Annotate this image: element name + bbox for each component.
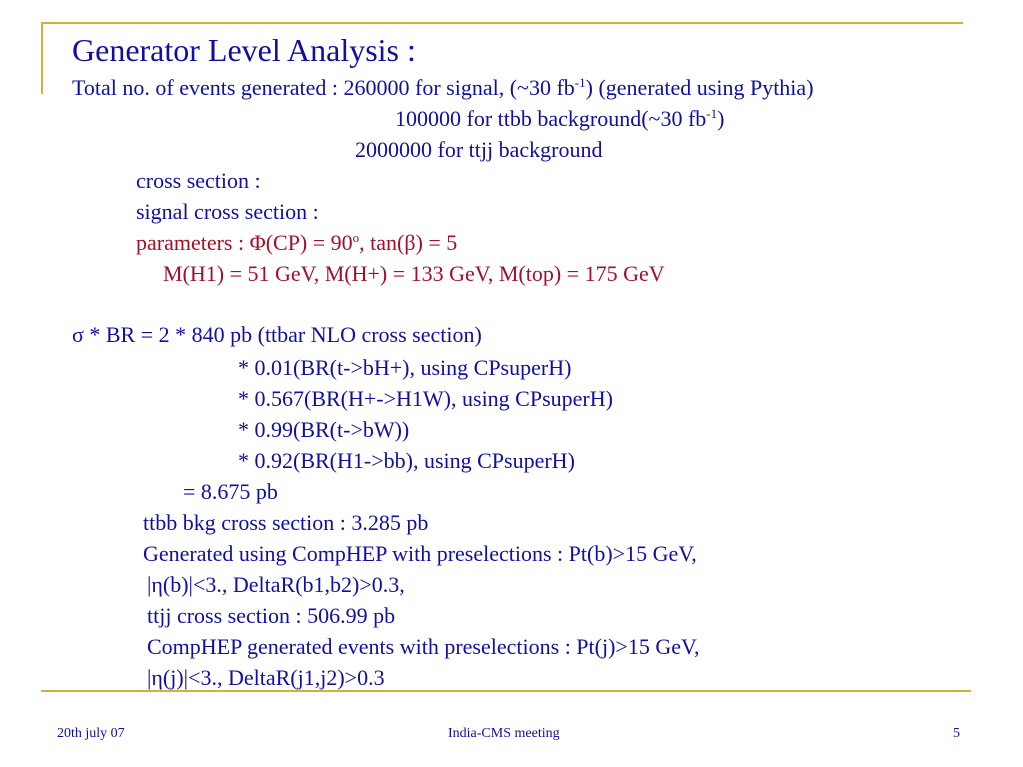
sigma-br-line-4: * 0.99(BR(t->bW)): [238, 417, 410, 442]
ttjj-line-1: ttjj cross section : 506.99 pb: [147, 603, 396, 628]
parameters-line: parameters : $\Phi(CP) = 90^o$, tan(β) = 5: [136, 230, 458, 255]
cross-section-label: cross section :: [136, 168, 261, 193]
ttbb-line-2: Generated using CompHEP with preselections : Pt(b)>15 GeV,: [143, 541, 697, 566]
footer-title: India-CMS meeting: [448, 726, 560, 741]
signal-cross-section-label: signal cross section :: [136, 199, 319, 224]
page-number: 5: [953, 726, 960, 741]
ttjj-line-3: |η(j)|<3., DeltaR(j1,j2)>0.3: [147, 665, 385, 690]
sigma-br-line-2: * 0.01(BR(t->bH+), using CPsuperH): [238, 355, 572, 380]
footer-date: 20th july 07: [57, 726, 125, 741]
sigma-br-result: = 8.675 pb: [183, 479, 278, 504]
ttjj-line-2: CompHEP generated events with preselections : Pt(j)>15 GeV,: [147, 634, 700, 659]
frame-vertical-rule: [41, 22, 43, 94]
footer-rule: [41, 690, 971, 692]
slide-title: Generator Level Analysis :: [72, 32, 416, 68]
events-line-1: Total no. of events generated : 260000 for signal, (~30 $fb^{-1}$) (generated using Pythia): [72, 75, 814, 100]
masses-line: M(H1) = 51 GeV, M(H+) = 133 GeV, M(top) = 175 GeV: [163, 261, 665, 286]
sigma-br-line-1: σ * BR = 2 * 840 pb (ttbar NLO cross section): [72, 322, 482, 347]
frame-horizontal-rule: [41, 22, 963, 24]
ttbb-line-1: ttbb bkg cross section : 3.285 pb: [143, 510, 429, 535]
events-line-3: 2000000 for ttjj background: [355, 137, 603, 162]
events-line-2: 100000 for ttbb background(~30 $fb^{-1}$): [395, 106, 725, 131]
ttbb-line-3: |η(b)|<3., DeltaR(b1,b2)>0.3,: [147, 572, 405, 597]
sigma-br-line-3: * 0.567(BR(H+->H1W), using CPsuperH): [238, 386, 613, 411]
sigma-br-line-5: * 0.92(BR(H1->bb), using CPsuperH): [238, 448, 575, 473]
